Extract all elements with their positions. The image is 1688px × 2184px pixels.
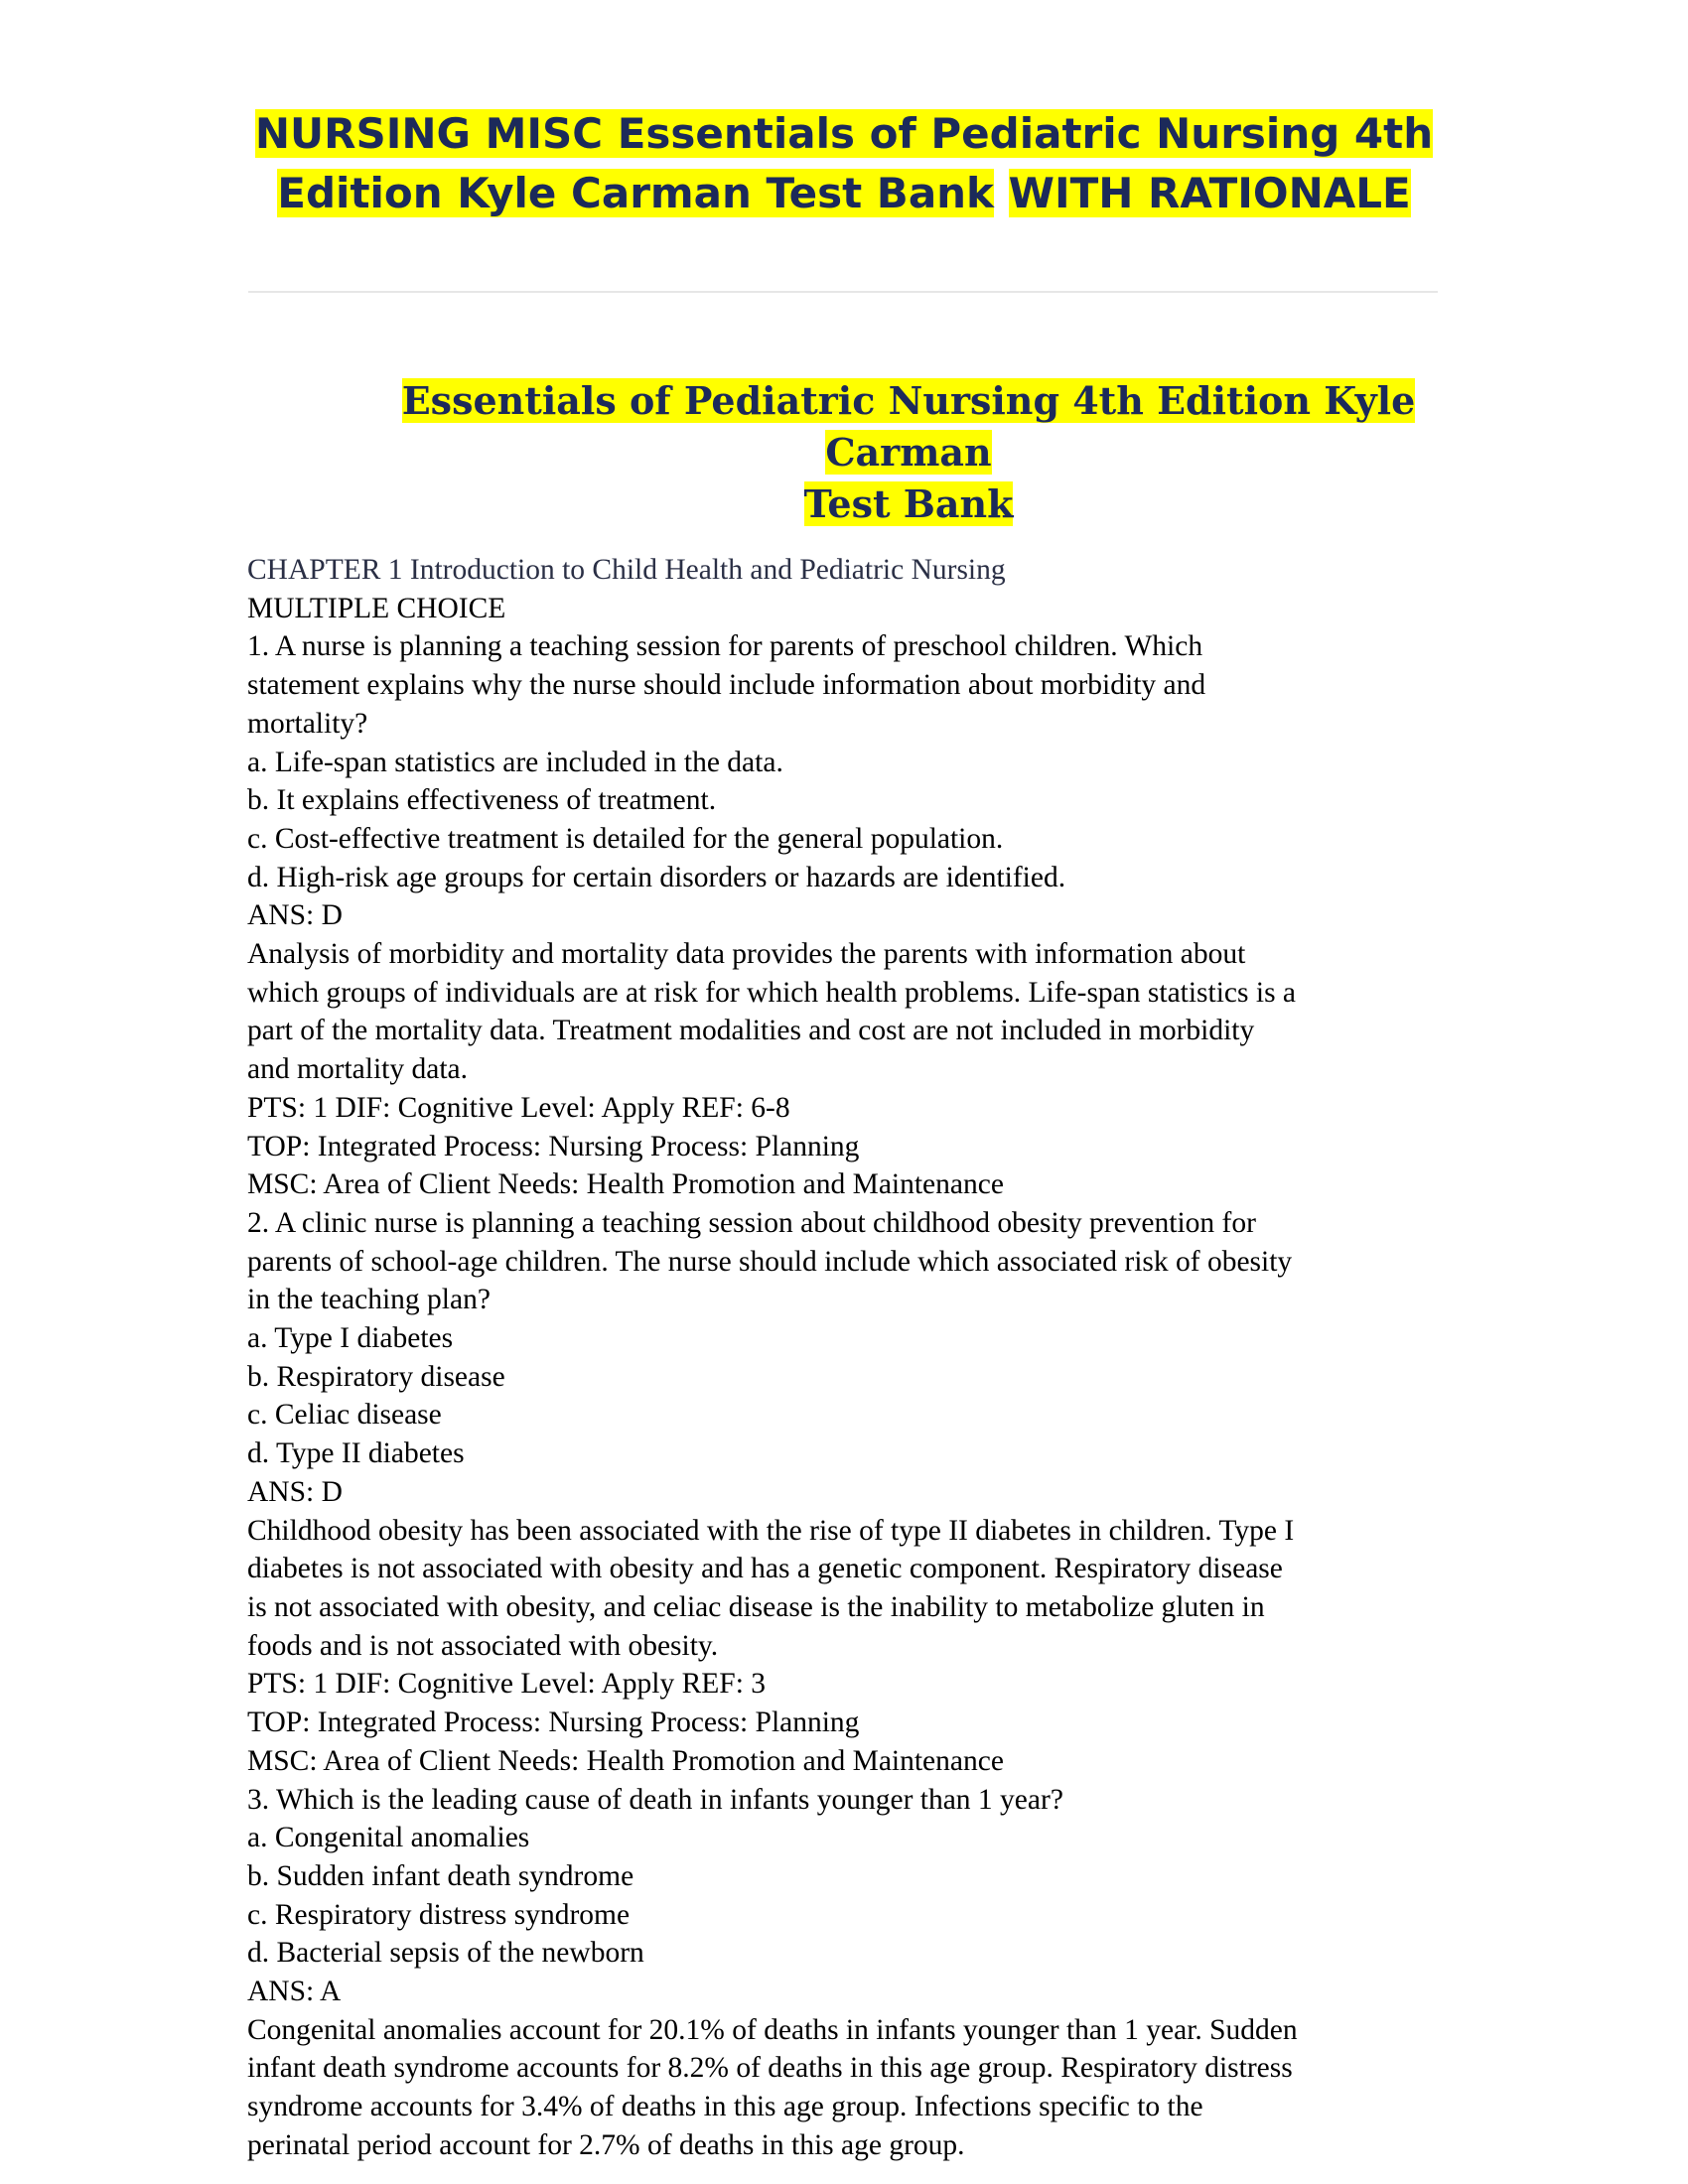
question-1-rationale: Analysis of morbidity and mortality data provides the parents with information about (247, 938, 1246, 971)
header-title-line-1-text: NURSING MISC Essentials of Pediatric Nursing 4th (254, 109, 1434, 158)
subtitle-line-2 (372, 478, 1445, 530)
question-2-answer: ANS: D (247, 1475, 343, 1508)
question-2-pts: PTS: 1 DIF: Cognitive Level: Apply REF: 3 (247, 1668, 767, 1701)
question-2-option-c: c. Celiac disease (247, 1399, 442, 1432)
question-3-option-d: d. Bacterial sepsis of the newborn (247, 1937, 644, 1970)
question-2-rationale: Childhood obesity has been associated with the rise of type II diabetes in children. Type I (247, 1514, 1295, 1547)
test-bank-content (247, 551, 1449, 2165)
question-1-answer: ANS: D (247, 899, 343, 932)
question-2-msc: MSC: Area of Client Needs: Health Promotion and Maintenance (247, 1744, 1004, 1777)
question-1-option-d: d. High-risk age groups for certain disorders or hazards are identified. (247, 861, 1066, 893)
section-heading: MULTIPLE CHOICE (247, 592, 506, 624)
subtitle-line-2-text: Test Bank (803, 481, 1014, 526)
header-title-line-2 (248, 164, 1440, 223)
question-1-option-b: b. It explains effectiveness of treatment. (247, 784, 717, 817)
question-3-option-c: c. Respiratory distress syndrome (247, 1898, 631, 1931)
question-2-option-d: d. Type II diabetes (247, 1437, 465, 1470)
question-3-rationale: Congenital anomalies account for 20.1% of deaths in infants younger than 1 year. Sudden (247, 2013, 1298, 2046)
question-1-text: statement explains why the nurse should include information about morbidity and (247, 669, 1206, 702)
question-2-text: 2. A clinic nurse is planning a teaching session about childhood obesity prevention for (247, 1206, 1256, 1239)
question-1-option-c: c. Cost-effective treatment is detailed for the general population. (247, 822, 1004, 855)
question-3-option-a: a. Congenital anomalies (247, 1822, 530, 1854)
question-1-pts: PTS: 1 DIF: Cognitive Level: Apply REF: 6-8 (247, 1091, 790, 1124)
question-2-option-b: b. Respiratory disease (247, 1360, 505, 1393)
question-1-text: 1. A nurse is planning a teaching session for parents of preschool children. Which (247, 630, 1203, 663)
question-2-rationale: is not associated with obesity, and celiac disease is the inability to metabolize gluten in (247, 1590, 1265, 1623)
question-1-rationale: which groups of individuals are at risk for which health problems. Life-span statistics is a (247, 976, 1297, 1009)
question-1-rationale: part of the mortality data. Treatment modalities and cost are not included in morbidity (247, 1015, 1255, 1047)
question-3-rationale: perinatal period account for 2.7% of deaths in this age group. (247, 2128, 965, 2161)
question-2-top: TOP: Integrated Process: Nursing Process: Planning (247, 1706, 860, 1739)
question-1-top: TOP: Integrated Process: Nursing Process: Planning (247, 1130, 860, 1162)
question-2-text: in the teaching plan? (247, 1284, 491, 1316)
document-header-title (248, 104, 1440, 223)
header-title-line-1 (248, 104, 1440, 164)
question-3-option-b: b. Sudden infant death syndrome (247, 1859, 634, 1892)
question-1-msc: MSC: Area of Client Needs: Health Promotion and Maintenance (247, 1168, 1004, 1201)
question-3-text: 3. Which is the leading cause of death in infants younger than 1 year? (247, 1783, 1063, 1816)
question-1-text: mortality? (247, 707, 368, 740)
header-title-line-2b-text: WITH RATIONALE (1008, 169, 1411, 217)
header-title-line-2a-text: Edition Kyle Carman Test Bank (277, 169, 994, 217)
question-3-rationale: syndrome accounts for 3.4% of deaths in this age group. Infections specific to the (247, 2091, 1203, 2123)
question-1-option-a: a. Life-span statistics are included in the data. (247, 746, 783, 778)
question-1-rationale: and mortality data. (247, 1053, 468, 1086)
document-subtitle (372, 375, 1445, 530)
subtitle-line-1-text: Essentials of Pediatric Nursing 4th Edition Kyle Carman (401, 378, 1416, 475)
question-2-text: parents of school-age children. The nurse should include which associated risk of obesity (247, 1245, 1293, 1278)
question-2-rationale: foods and is not associated with obesity. (247, 1629, 719, 1662)
question-3-rationale: infant death syndrome accounts for 8.2% of deaths in this age group. Respiratory distress (247, 2052, 1293, 2085)
question-3-answer: ANS: A (247, 1976, 342, 2008)
question-2-option-a: a. Type I diabetes (247, 1322, 454, 1355)
subtitle-line-1 (372, 375, 1445, 478)
question-2-rationale: diabetes is not associated with obesity and has a genetic component. Respiratory disease (247, 1553, 1283, 1585)
horizontal-divider (248, 291, 1438, 293)
chapter-heading: CHAPTER 1 Introduction to Child Health and Pediatric Nursing (247, 554, 1006, 586)
